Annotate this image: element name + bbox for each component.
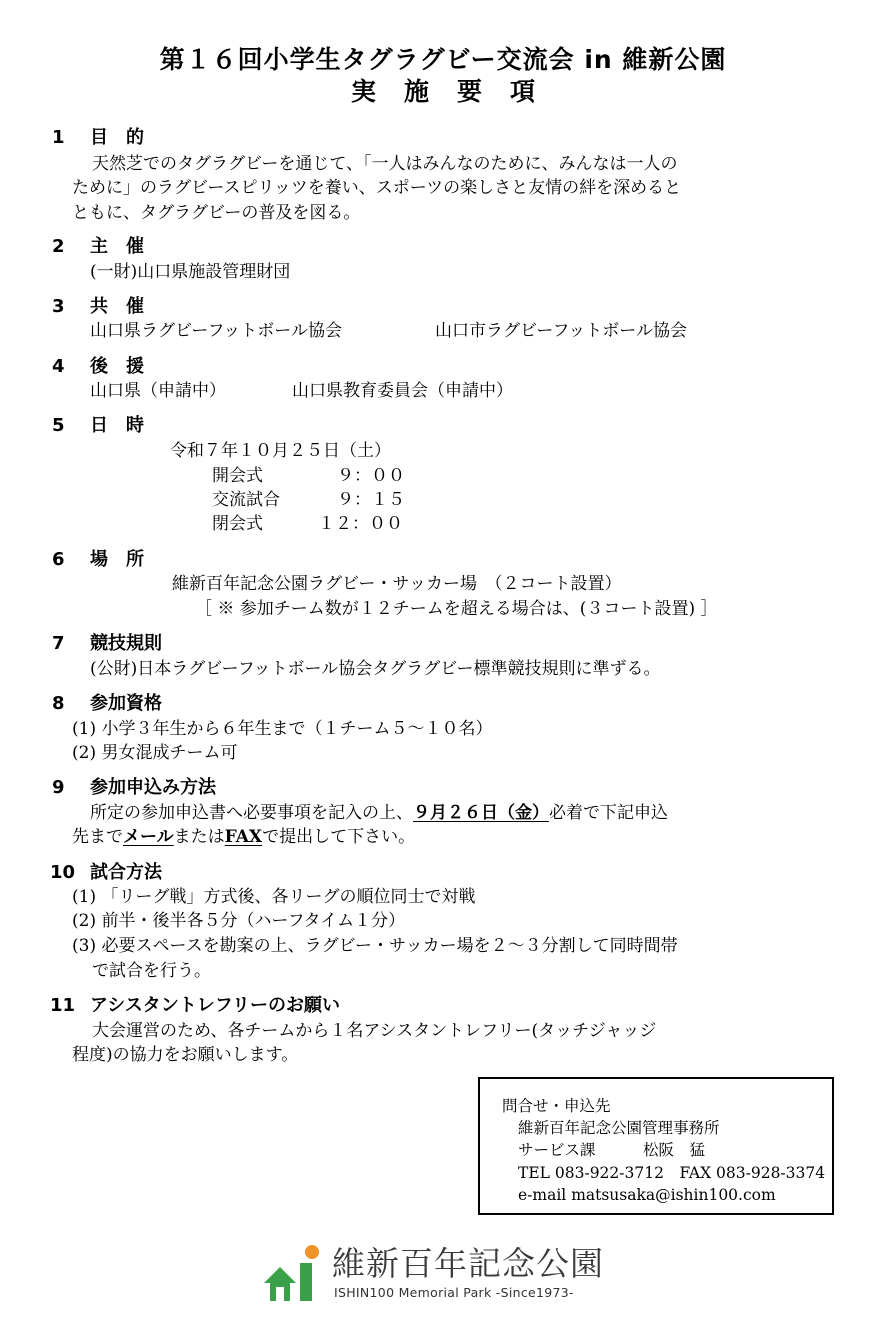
schedule-label-match: 交流試合 — [212, 490, 280, 510]
venue-line-2: ［ ※ 参加チーム数が１２チームを超える場合は、(３コート設置) ］ — [195, 599, 718, 619]
section-8-line-1: (1) 小学３年生から６年生まで（１チーム５～１０名） — [72, 719, 493, 739]
section-7-line-1: (公財)日本ラグビーフットボール協会タグラグビー標準競技規則に準ずる。 — [90, 659, 661, 679]
schedule-time-closing: １２：００ — [318, 514, 403, 534]
event-date: 令和７年１０月２５日（土） — [170, 441, 391, 461]
section-9-line-2 — [72, 826, 415, 848]
method-fax: FAX — [224, 827, 263, 847]
section-8-line-2: (2) 男女混成チーム可 — [72, 743, 238, 763]
section-5-heading: 日 時 — [90, 415, 144, 436]
section-8-number: 8 — [52, 693, 65, 714]
section-10-line-4: で試合を行う。 — [92, 961, 211, 981]
application-deadline: ９月２６日（金） — [413, 803, 549, 823]
section-1-line-3: ともに、タグラグビーの普及を図る。 — [72, 203, 361, 223]
section-4-item-2: 山口県教育委員会（申請中） — [292, 381, 513, 401]
schedule-label-closing: 閉会式 — [212, 514, 263, 534]
section-11-number: 11 — [50, 995, 76, 1016]
section-6-number: 6 — [52, 549, 65, 570]
section-5-number: 5 — [52, 415, 65, 436]
section-1-line-2: ために」のラグビースピリッツを養い、スポーツの楽しさと友情の絆を深めると — [72, 178, 682, 198]
method-mail: メール — [123, 827, 174, 847]
document-subtitle: 実施要項 — [350, 77, 563, 106]
section-7-heading: 競技規則 — [90, 633, 162, 654]
section-2-heading: 主 催 — [90, 236, 144, 257]
park-logo — [262, 1243, 602, 1307]
section-9-line-1 — [90, 802, 668, 824]
section-10-line-1: (1) 「リーグ戦」方式後、各リーグの順位同士で対戦 — [72, 887, 476, 907]
contact-email: e-mail matsusaka@ishin100.com — [518, 1186, 776, 1204]
contact-tel-fax: TEL 083-922-3712 FAX 083-928-3374 — [518, 1164, 826, 1182]
section-6-heading: 場 所 — [90, 549, 144, 570]
section-9-line-1-text-b: 必着で下記申込 — [549, 803, 668, 823]
section-9-line-2-text-b: または — [173, 827, 225, 847]
section-3-item-2: 山口市ラグビーフットボール協会 — [435, 321, 687, 341]
section-4-number: 4 — [52, 356, 65, 377]
contact-box — [478, 1077, 834, 1215]
contact-office: 維新百年記念公園管理事務所 — [518, 1119, 720, 1137]
section-11-line-1: 大会運営のため、各チームから１名アシスタントレフリー(タッチジャッジ — [92, 1021, 657, 1041]
section-4-item-1: 山口県（申請中） — [90, 381, 226, 401]
contact-division: サービス課 — [518, 1141, 596, 1159]
contact-person: 松阪 猛 — [643, 1141, 706, 1159]
park-logo-mark-icon — [262, 1243, 324, 1303]
section-10-line-3: (3) 必要スペースを勘案の上、ラグビー・サッカー場を２～３分割して同時間帯 — [72, 936, 678, 956]
section-1-number: 1 — [52, 127, 65, 148]
section-4-heading: 後 援 — [90, 356, 144, 377]
section-11-line-2: 程度)の協力をお願いします。 — [72, 1045, 299, 1065]
section-9-number: 9 — [52, 777, 65, 798]
park-logo-name: 維新百年記念公園 — [332, 1244, 604, 1283]
section-11-heading: アシスタントレフリーのお願い — [90, 995, 341, 1016]
section-10-heading: 試合方法 — [90, 862, 162, 883]
schedule-time-match: ９：１５ — [337, 490, 405, 510]
section-10-line-2: (2) 前半・後半各５分（ハーフタイム１分） — [72, 911, 406, 931]
section-8-heading: 参加資格 — [90, 693, 162, 714]
schedule-label-opening: 開会式 — [212, 466, 263, 486]
section-9-line-1-text-a: 所定の参加申込書へ必要事項を記入の上、 — [90, 803, 413, 823]
section-7-number: 7 — [52, 633, 65, 654]
section-10-number: 10 — [50, 862, 76, 883]
venue-line-1: 維新百年記念公園ラグビー・サッカー場 （２コート設置） — [172, 574, 622, 594]
section-9-heading: 参加申込み方法 — [90, 777, 216, 798]
section-3-heading: 共 催 — [90, 296, 144, 317]
section-3-number: 3 — [52, 296, 65, 317]
section-1-line-1: 天然芝でのタグラグビーを通じて、「一人はみんなのために、みんなは一人の — [92, 154, 678, 174]
section-2-line-1: (一財)山口県施設管理財団 — [90, 262, 291, 282]
contact-heading: 問合せ・申込先 — [502, 1097, 611, 1115]
section-9-line-2-text-c: で提出して下さい。 — [262, 827, 416, 847]
section-9-line-2-text-a: 先まで — [72, 827, 123, 847]
schedule-time-opening: ９：００ — [337, 466, 405, 486]
section-1-heading: 目 的 — [90, 127, 144, 148]
section-3-item-1: 山口県ラグビーフットボール協会 — [90, 321, 342, 341]
document-title: 第１６回小学生タグラグビー交流会 in 維新公園 — [159, 45, 727, 74]
park-logo-tagline: ISHIN100 Memorial Park -Since1973- — [334, 1285, 574, 1300]
section-2-number: 2 — [52, 236, 65, 257]
